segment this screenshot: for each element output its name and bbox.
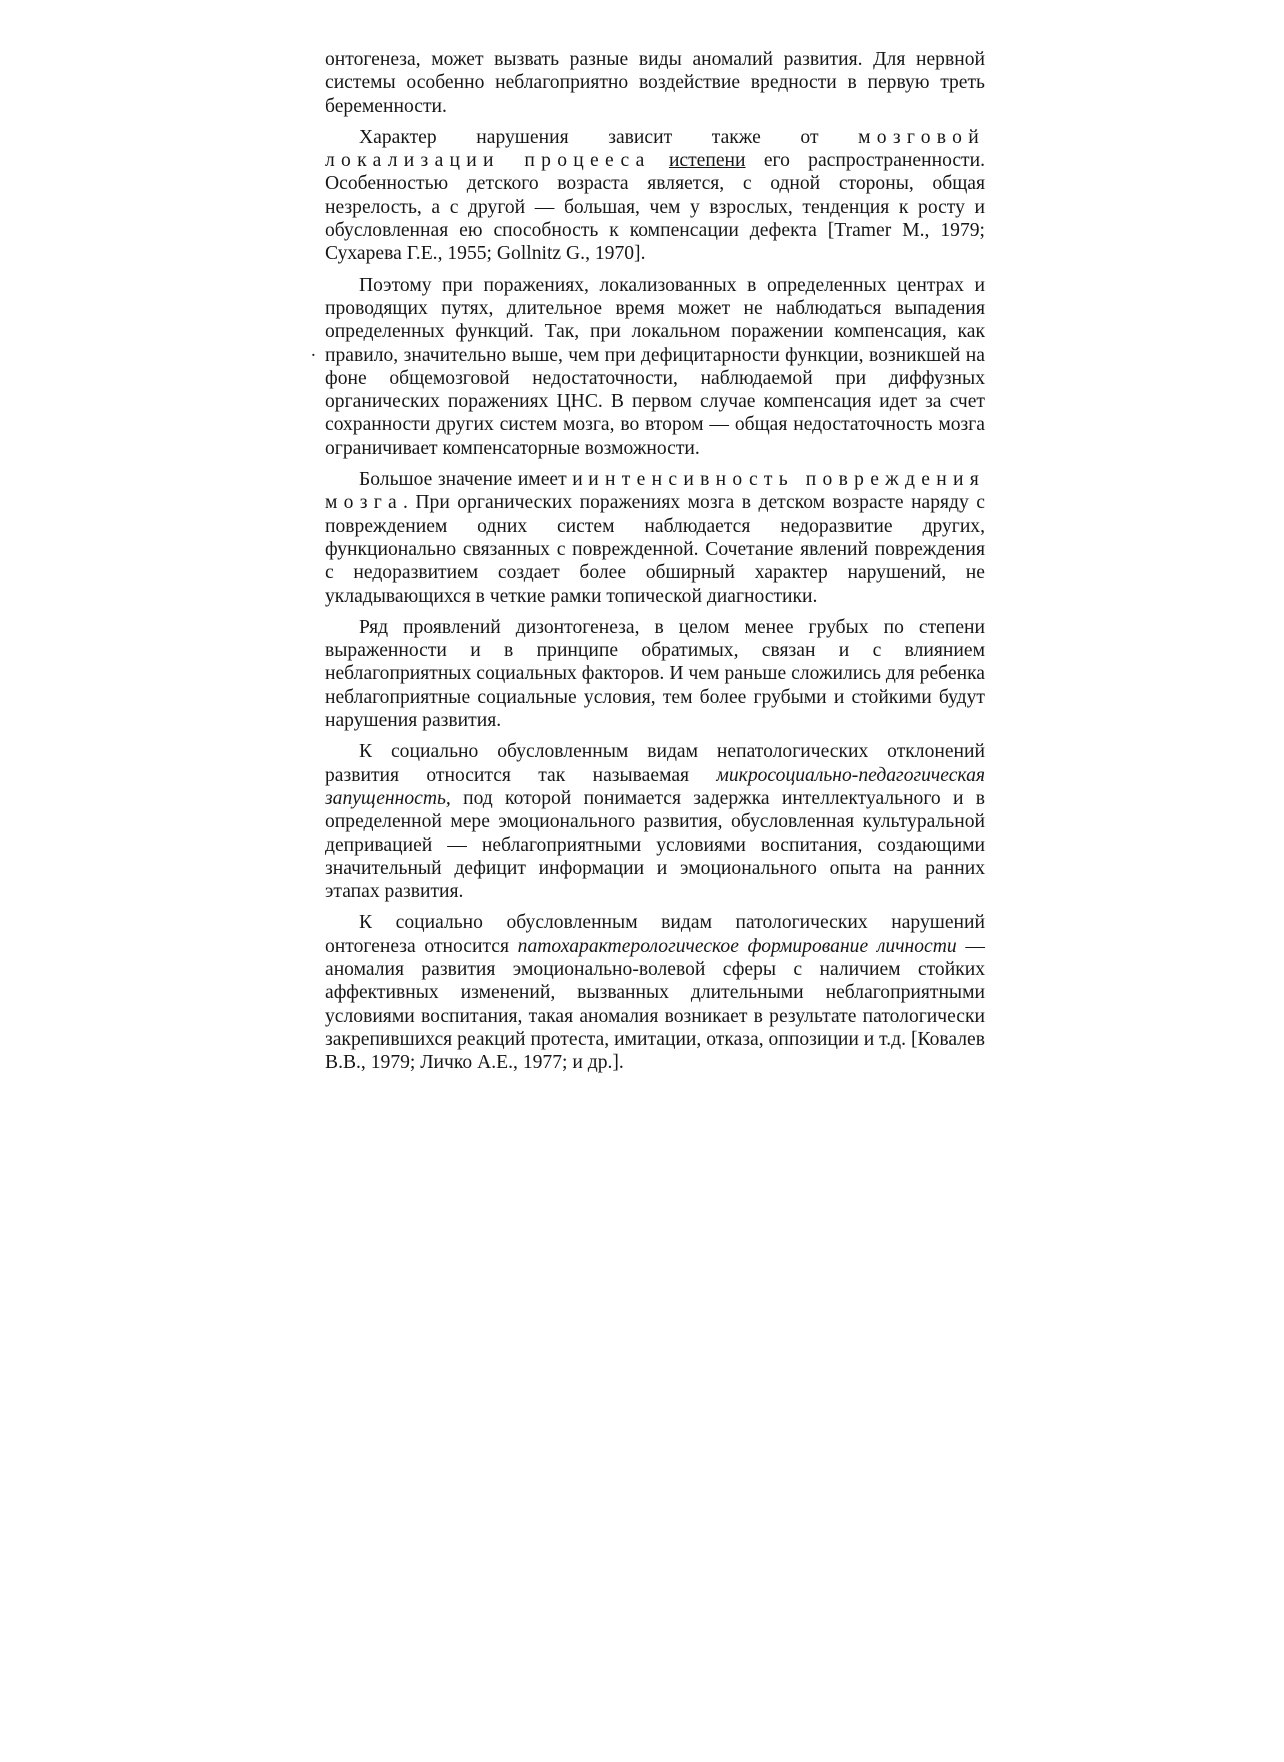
spaced-emphasis: интенсивность повреждения мозга [325,469,985,514]
stray-mark: . [311,340,316,361]
paragraph-text: онтогенеза, может вызвать разные виды аномалий развития. Для нервной системы особенно неблагоприятно воздействие вредности в первую треть беременности. [325,49,985,117]
paragraph-7 [325,911,985,1074]
paragraph-text: под которой понимается задержка интеллектуального и в определенной мере эмоционального развития, обусловленная культуральной депривацией — неблагоприятными условиями воспитания, создающими значительный дефицит информации и эмоционального опыта на ранних этапах развития. [325,787,985,903]
paragraph-text: — аномалия развития эмоционально-волевой сферы с наличием стойких аффективных изменений, вызванных длительными неблагоприятными условиями воспитания, такая аномалия возникает в результате патологически закрепившихся реакций протеста, имитации, отказа, оппозиции и т.д. [Ковалев В.В., 1979; Личко А.Е., 1977; и др.]. [325,935,985,1074]
paragraph-text: . При органических поражениях мозга в детском возрасте наряду с повреждением одних систем наблюдается недоразвитие других, функционально связанных с поврежденной. Сочетание явлений повреждения с недоразвитием создает более обширный характер нарушений, не укладывающихся в четкие рамки топической диагностики. [325,492,985,607]
paragraph-text [651,150,669,171]
paragraph-4 [325,468,985,608]
paragraph-5 [325,616,985,732]
paragraph-text: Большое значение имеет и [359,469,589,491]
paragraph-text: Ряд проявлений дизонтогенеза, в целом менее грубых по степени выраженности и в принципе обратимых, связан и с влиянием неблагоприятных социальных факторов. И чем раньше сложились для ребенка неблагоприятные социальные условия, тем более грубыми и стойкими будут нарушения развития. [325,616,985,732]
paragraph-6 [325,740,985,903]
paragraph-3 [325,274,985,460]
paragraph-1 [325,48,985,118]
paragraph-text: К социально обусловленным видам непатологических отклонений развития относится так называемая [325,741,985,786]
italic-term: патохарактерологическое формирование личности [517,935,957,957]
paragraph-text: К социально обусловленным видам патологических нарушений онтогенеза относится [325,912,985,957]
italic-term: микросоциально-педагогическая запущенность, [325,764,985,809]
spaced-emphasis: мозговой локализации процееса [325,126,985,172]
paragraph-text: его распространенности. Особенностью детского возраста является, с одной стороны, общая незрелость, а с другой — большая, чем у взрослых, тенденция к росту и обусловленная ею способность к компенсации дефекта [Tramer M., 1979; Сухарева Г.Е., 1955; Gollnitz G., 1970]. [325,150,985,265]
page-text-column [325,48,985,1082]
paragraph-text: Характер нарушения зависит также от [359,126,859,148]
paragraph-text: Поэтому при поражениях, локализованных в определенных центрах и проводящих путях, длительное время может не наблюдаться выпадения определенных функций. Так, при локальном поражении компенсация, как правило, значительно выше, чем при дефицитарности функции, возникшей на фоне общемозговой недостаточности, наблюдаемой при диффузных органических поражениях ЦНС. В первом случае компенсация идет за счет сохранности других систем мозга, во втором — общая недостаточность мозга ограничивает компенсаторные возможности. [325,274,985,459]
underlined-text: истепени [668,150,746,172]
paragraph-2 [325,126,985,266]
